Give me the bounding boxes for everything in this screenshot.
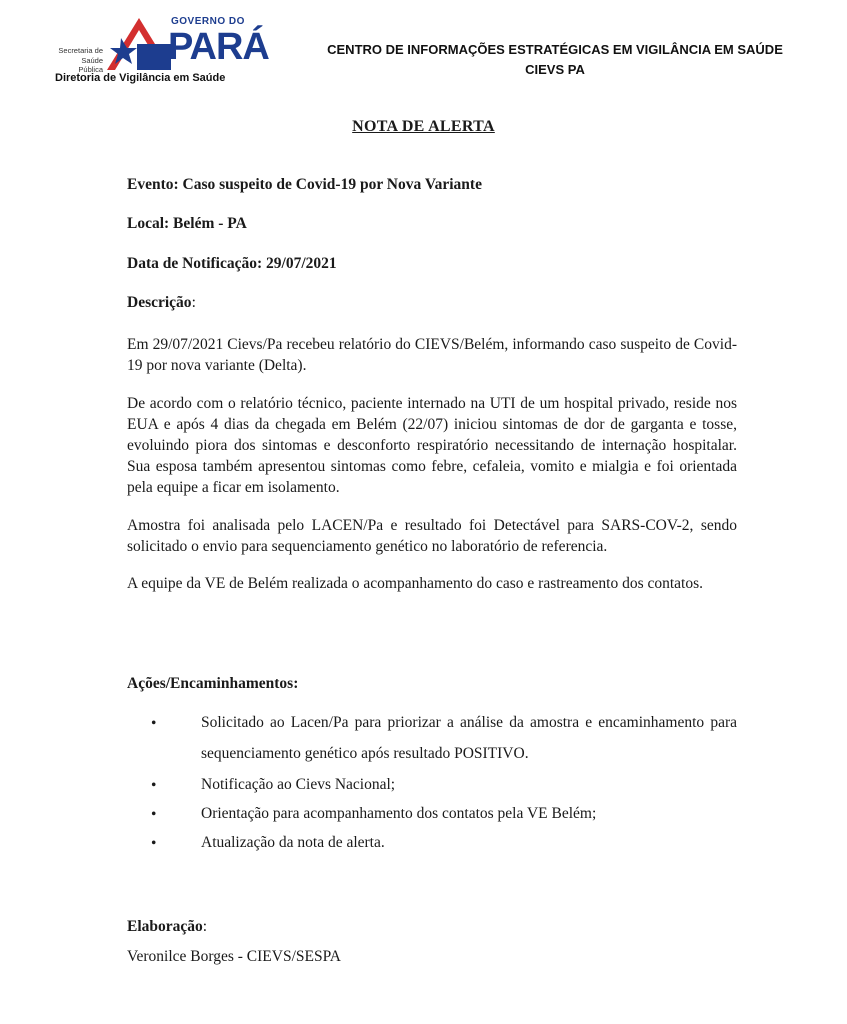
elaboracao-label: Elaboração bbox=[127, 918, 203, 935]
descricao-colon: : bbox=[191, 294, 196, 311]
bullet-2: • bbox=[151, 777, 157, 794]
bullet-3: • bbox=[151, 806, 157, 823]
acao-item-1: Solicitado ao Lacen/Pa para priorizar a análise da amostra e encaminhamento para sequenciamento genético após resultado POSITIVO. bbox=[201, 714, 737, 762]
evento-field: Evento: Caso suspeito de Covid-19 por Nova Variante bbox=[127, 176, 482, 193]
header-title-line1: CENTRO DE INFORMAÇÕES ESTRATÉGICAS EM VIGILÂNCIA EM SAÚDE bbox=[327, 42, 783, 57]
elaboracao-heading bbox=[127, 918, 207, 936]
descricao-heading bbox=[127, 294, 196, 312]
logo-secretaria-line2: Saúde Pública bbox=[78, 56, 103, 74]
logo-governo-text: GOVERNO DO bbox=[171, 16, 245, 27]
acao-item-4: Atualização da nota de alerta. bbox=[201, 834, 385, 851]
acao-item-2: Notificação ao Cievs Nacional; bbox=[201, 776, 396, 793]
document-title: NOTA DE ALERTA bbox=[352, 118, 495, 135]
logo-diretoria-text: Diretoria de Vigilância em Saúde bbox=[55, 72, 226, 84]
government-logo bbox=[55, 14, 269, 86]
logo-secretaria-line1: Secretaria de bbox=[58, 46, 103, 55]
acao-item-3: Orientação para acompanhamento dos contatos pela VE Belém; bbox=[201, 805, 597, 822]
descricao-label: Descrição bbox=[127, 294, 192, 311]
paragraph-2: De acordo com o relatório técnico, paciente internado na UTI de um hospital privado, reside nos EUA e após 4 dias da chegada em Belém (22/07) iniciou sintomas de dor de garganta e tosse, evoluindo piora dos sintomas e desconforto respiratório necessitando de internação hospitalar. Sua esposa também apresentou sintomas como febre, cefaleia, vomito e mialgia e foi orientada pela equipe a ficar em isolamento. bbox=[127, 395, 737, 496]
data-notificacao-field: Data de Notificação: 29/07/2021 bbox=[127, 255, 337, 272]
logo-para-text: PARÁ bbox=[168, 26, 269, 68]
paragraph-1: Em 29/07/2021 Cievs/Pa recebeu relatório do CIEVS/Belém, informando caso suspeito de Covid-19 por nova variante (Delta). bbox=[127, 336, 737, 374]
paragraph-3: Amostra foi analisada pelo LACEN/Pa e resultado foi Detectável para SARS-COV-2, sendo solicitado o envio para sequenciamento genético no laboratório de referencia. bbox=[127, 517, 737, 555]
header-title bbox=[300, 40, 810, 80]
acoes-heading: Ações/Encaminhamentos: bbox=[127, 675, 299, 692]
header-title-line2: CIEVS PA bbox=[525, 62, 585, 77]
bullet-1: • bbox=[151, 715, 157, 732]
para-flag-icon bbox=[107, 18, 171, 70]
paragraph-4: A equipe da VE de Belém realizada o acompanhamento do caso e rastreamento dos contatos. bbox=[127, 575, 704, 592]
bullet-4: • bbox=[151, 835, 157, 852]
local-field: Local: Belém - PA bbox=[127, 215, 247, 232]
elaboracao-colon: : bbox=[202, 918, 208, 935]
elaboracao-author: Veronilce Borges - CIEVS/SESPA bbox=[127, 948, 341, 965]
